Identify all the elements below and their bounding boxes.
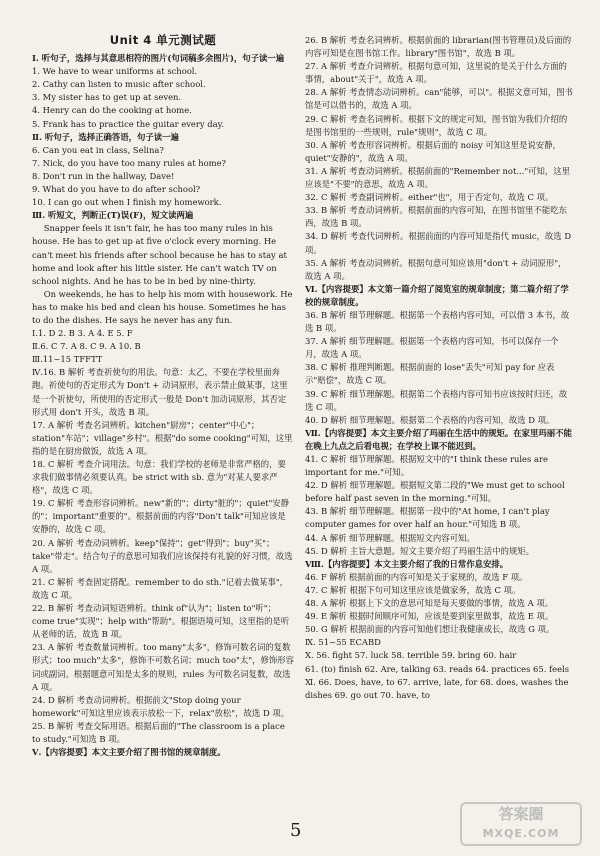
answer-line: 26. B 解析 考查名词辨析。根据前面的 librarian(图书管理员)及后面的内容可知是在图书馆工作。library"图书馆"，故选 B 项。 <box>305 35 572 59</box>
answer-line: 35. A 解析 考查动词辨析。根据句意可知应该用"don't + 动词原形"，故选 A 项。 <box>305 257 567 281</box>
answer-line: Ⅳ.16. B 解析 考查祈使句的用法。句意：太乙，不要在学校里面奔跑。祈使句的否定形式为 Don't + 动词原形，表示禁止做某事，这里是一个祈使句，所使用的否定形式一般是 Don't 加动词原形，其否定形式用 don't 开头，故选 B 项。 <box>32 367 288 417</box>
answer-line: 24. D 解析 考查动词辨析。根据前文"Stop doing your homework"可知这里应该表示放松一下，relax"放松"，故选 D 项。 <box>32 694 290 718</box>
answer-line: 42. D 解析 细节理解题。根据短文第二段的"We must get to school before half past seven in the morning."可知。 <box>305 480 565 504</box>
answer-line: 28. A 解析 考查情态动词辨析。can"能够，可以"。根据文意可知，图书馆是可以借书的，故选 A 项。 <box>305 87 573 111</box>
section-heading: Ⅴ.【内容提要】本文主要介绍了图书馆的规章制度。 <box>32 747 226 758</box>
answer-line: 39. C 解析 细节理解题。根据第二个表格内容可知书应该按时归还，故选 C 项。 <box>305 388 568 412</box>
answer-line: 8. Don't run in the hallway, Dave! <box>32 170 175 181</box>
section-heading: Ⅶ.【内容提要】本文主要介绍了玛丽在生活中的规矩。在家里玛丽不能在晚上九点之后看电视；在学校上课不能迟到。 <box>305 427 572 451</box>
answer-line: 20. A 解析 考查动词辨析。keep"保持"；get"得到"；buy"买"；take"带走"。结合句子的意思可知我们应该保持有礼貌的好习惯，故选 A 项。 <box>32 537 293 574</box>
answer-line: 1. We have to wear uniforms at school. <box>32 66 198 77</box>
answer-line: 40. D 解析 细节理解题。根据第二个表格的内容可知，故选 D 项。 <box>305 414 555 425</box>
page-number: 5 <box>290 820 302 841</box>
answer-line: Ⅱ.6. C 7. A 8. C 9. A 10. B <box>32 341 141 352</box>
answer-line: 30. A 解析 考查形容词辨析。根据后面的 noisy 可知这里是说安静，quiet"安静的"，故选 A 项。 <box>305 139 561 163</box>
right-body <box>305 34 573 702</box>
answer-line: 18. C 解析 考查介词用法。句意：我们学校的老师是非常严格的，要求我们做事情必须要认真。be strict with sb. 意为"对某人要求严格"，故选 C 项。 <box>32 459 286 496</box>
answer-line: 31. A 解析 考查动词辨析。根据前面的"Remember not..."可知，这里应该是"不要"的意思，故选 A 项。 <box>305 165 571 190</box>
answer-line: Ⅺ. 66. Does, have, to 67. arrive, late, for 68. does, washes the dishes 69. go out 70. have, to <box>305 676 569 700</box>
answer-line: On weekends, he has to help his mom with housework. He has to make his bed and clean his house. Sometimes he has to do the dishes. He says he never has any fun. <box>32 288 293 325</box>
answer-line: 45. D 解析 主旨大意题。短文主要介绍了玛丽生活中的规矩。 <box>305 545 535 556</box>
answer-line: 21. C 解析 考查固定搭配。remember to do sth."记着去做某事"，故选 C 项。 <box>32 576 289 600</box>
answer-line: 49. E 解析 根据时间顺序可知，应该是要到家里做事，故选 E 项。 <box>305 611 554 622</box>
answer-line: 2. Cathy can listen to music after school. <box>32 79 206 90</box>
answer-line: 5. Frank has to practice the guitar every day. <box>32 118 224 129</box>
answer-line: Ⅹ. 56. fight 57. luck 58. terrible 59. bring 60. hair <box>305 650 517 661</box>
answer-line: 48. A 解析 根据上下文的意思可知是每天要做的事情，故选 A 项。 <box>305 598 554 609</box>
answer-line: 7. Nick, do you have too many rules at home? <box>32 157 227 168</box>
left-column <box>32 34 294 759</box>
section-heading: Ⅷ.【内容提要】本文主要介绍了我的日常作息安排。 <box>305 558 509 569</box>
answer-line: 50. G 解析 根据前面的内容可知他们想让我健康成长，故选 G 项。 <box>305 624 555 635</box>
section-heading: Ⅱ. 听句子，选择正确答语，句子读一遍 <box>32 131 179 142</box>
answer-line: 27. A 解析 考查介词辨析。根据句意可知，这里说的是关于什么方面的事情，about"关于"，故选 A 项。 <box>305 61 567 85</box>
answer-line: 33. B 解析 考查动词辨析。根据前面的内容可知，在图书馆里不能吃东西，故选 B 项。 <box>305 205 567 229</box>
answer-line: Snapper feels it isn't fair, he has too many rules in his house. He has to get up at five o'clock every morning. He can't meet his friends after school because he has to stay at home and look after his little sister. He can't watch TV on school nights. And he has to be in bed by nine-thirty. <box>32 223 287 286</box>
answer-line: 3. My sister has to get up at seven. <box>32 92 182 103</box>
answer-line: 38. C 解析 推理判断题。根据前面的 lose"丢失"可知 pay for 应表示"赔偿"，故选 C 项。 <box>305 362 555 386</box>
section-heading: Ⅰ. 听句子，选择与其意思相符的图片(句词稿多余图片)，句子读一遍 <box>32 53 285 64</box>
answer-line: 47. C 解析 根据下句可知这里应该是做家务，故选 C 项。 <box>305 584 521 595</box>
answer-line: 44. A 解析 细节理解题。根据短文内容可知。 <box>305 532 475 543</box>
answer-line: 43. B 解析 细节理解题。根据第一段中的"At home, I can't play computer games for over half an hour."可知选 B 项。 <box>305 506 550 530</box>
answer-line: 10. I can go out when I finish my homework. <box>32 197 222 208</box>
section-heading: Ⅲ. 听短文，判断正(T)误(F)，短文读两遍 <box>32 210 194 221</box>
answer-line: 23. A 解析 考查数量词辨析。too many"太多"，修饰可数名词的复数形式；too much"太多"，修饰不可数名词；much too"太"，修饰形容词或副词。根据题意可知是太多的规则，rules 为可数名词复数，故选 A 项。 <box>32 642 294 692</box>
page-title: Unit 4 单元测试题 <box>109 33 217 47</box>
answer-line: 37. A 解析 细节理解题。根据第一个表格内容可知，书可以保存一个月，故选 A 项。 <box>305 336 559 360</box>
answer-line: 36. B 解析 细节理解题。根据第一个表格内容可知，可以借 3 本书，故选 B 项。 <box>305 309 570 334</box>
answer-line: Ⅰ.1. D 2. B 3. A 4. E 5. F <box>32 328 133 339</box>
answer-line: 41. C 解析 细节理解题。根据短文中的"I think these rules are important for me."可知。 <box>305 454 548 478</box>
answer-line: 6. Can you eat in class, Selina? <box>32 144 164 155</box>
watermark-main: 答案圈 <box>498 805 544 823</box>
answer-line: 19. C 解析 考查形容词辨析。new"新的"；dirty"脏的"；quiet"安静的"；important"重要的"。根据前面的内容"Don't talk"可知应该是安静的，故选 C 项。 <box>32 498 290 535</box>
section-heading: Ⅵ.【内容提要】本文第一篇介绍了阅览室的规章制度；第二篇介绍了学校的规章制度。 <box>305 283 569 307</box>
answer-line: Ⅲ.11~15 TFFTT <box>32 354 103 365</box>
answer-line: 46. F 解析 根据前面的内容可知是关于家规的，故选 F 项。 <box>305 571 528 582</box>
answer-line: 25. B 解析 考查交际用语。根据后面的"The classroom is a place to study."可知选 B 项。 <box>32 720 285 744</box>
answer-line: 9. What do you have to do after school? <box>32 184 201 195</box>
watermark-logo <box>460 802 582 846</box>
answer-line: 17. A 解析 考查名词辨析。kitchen"厨房"；center"中心"；station"车站"；village"乡村"。根据"do some cooking"可知，这里指的是在厨房做饭，故选 A 项。 <box>32 419 293 456</box>
watermark-sub: MXQE.COM <box>482 827 560 840</box>
answer-line: 4. Henry can do the cooking at home. <box>32 105 192 116</box>
right-column <box>305 34 573 702</box>
answer-line: 34. D 解析 考查代词辨析。根据前面的内容可知是指代 music，故选 D 项。 <box>305 231 572 255</box>
left-body <box>32 52 294 759</box>
answer-line: 32. C 解析 考查副词辨析。either"也"，用于否定句，故选 C 项。 <box>305 192 554 203</box>
answer-line: 22. B 解析 考查动词短语辨析。think of"认为"；listen to"听"；come true"实现"；help with"帮助"。根据语境可知，这里指的是听从老师的话，故选 B 项。 <box>32 603 290 640</box>
answer-line: Ⅸ. 51~55 ECABD <box>305 637 381 648</box>
answer-line: 61. (to) finish 62. Are, talking 63. reads 64. practices 65. feels <box>305 663 570 674</box>
answer-line: 29. C 解析 考查名词辨析。根据下文的规定可知，图书馆为我们介绍的是图书馆里的一些规则，rule"规则"，故选 C 项。 <box>305 113 568 137</box>
